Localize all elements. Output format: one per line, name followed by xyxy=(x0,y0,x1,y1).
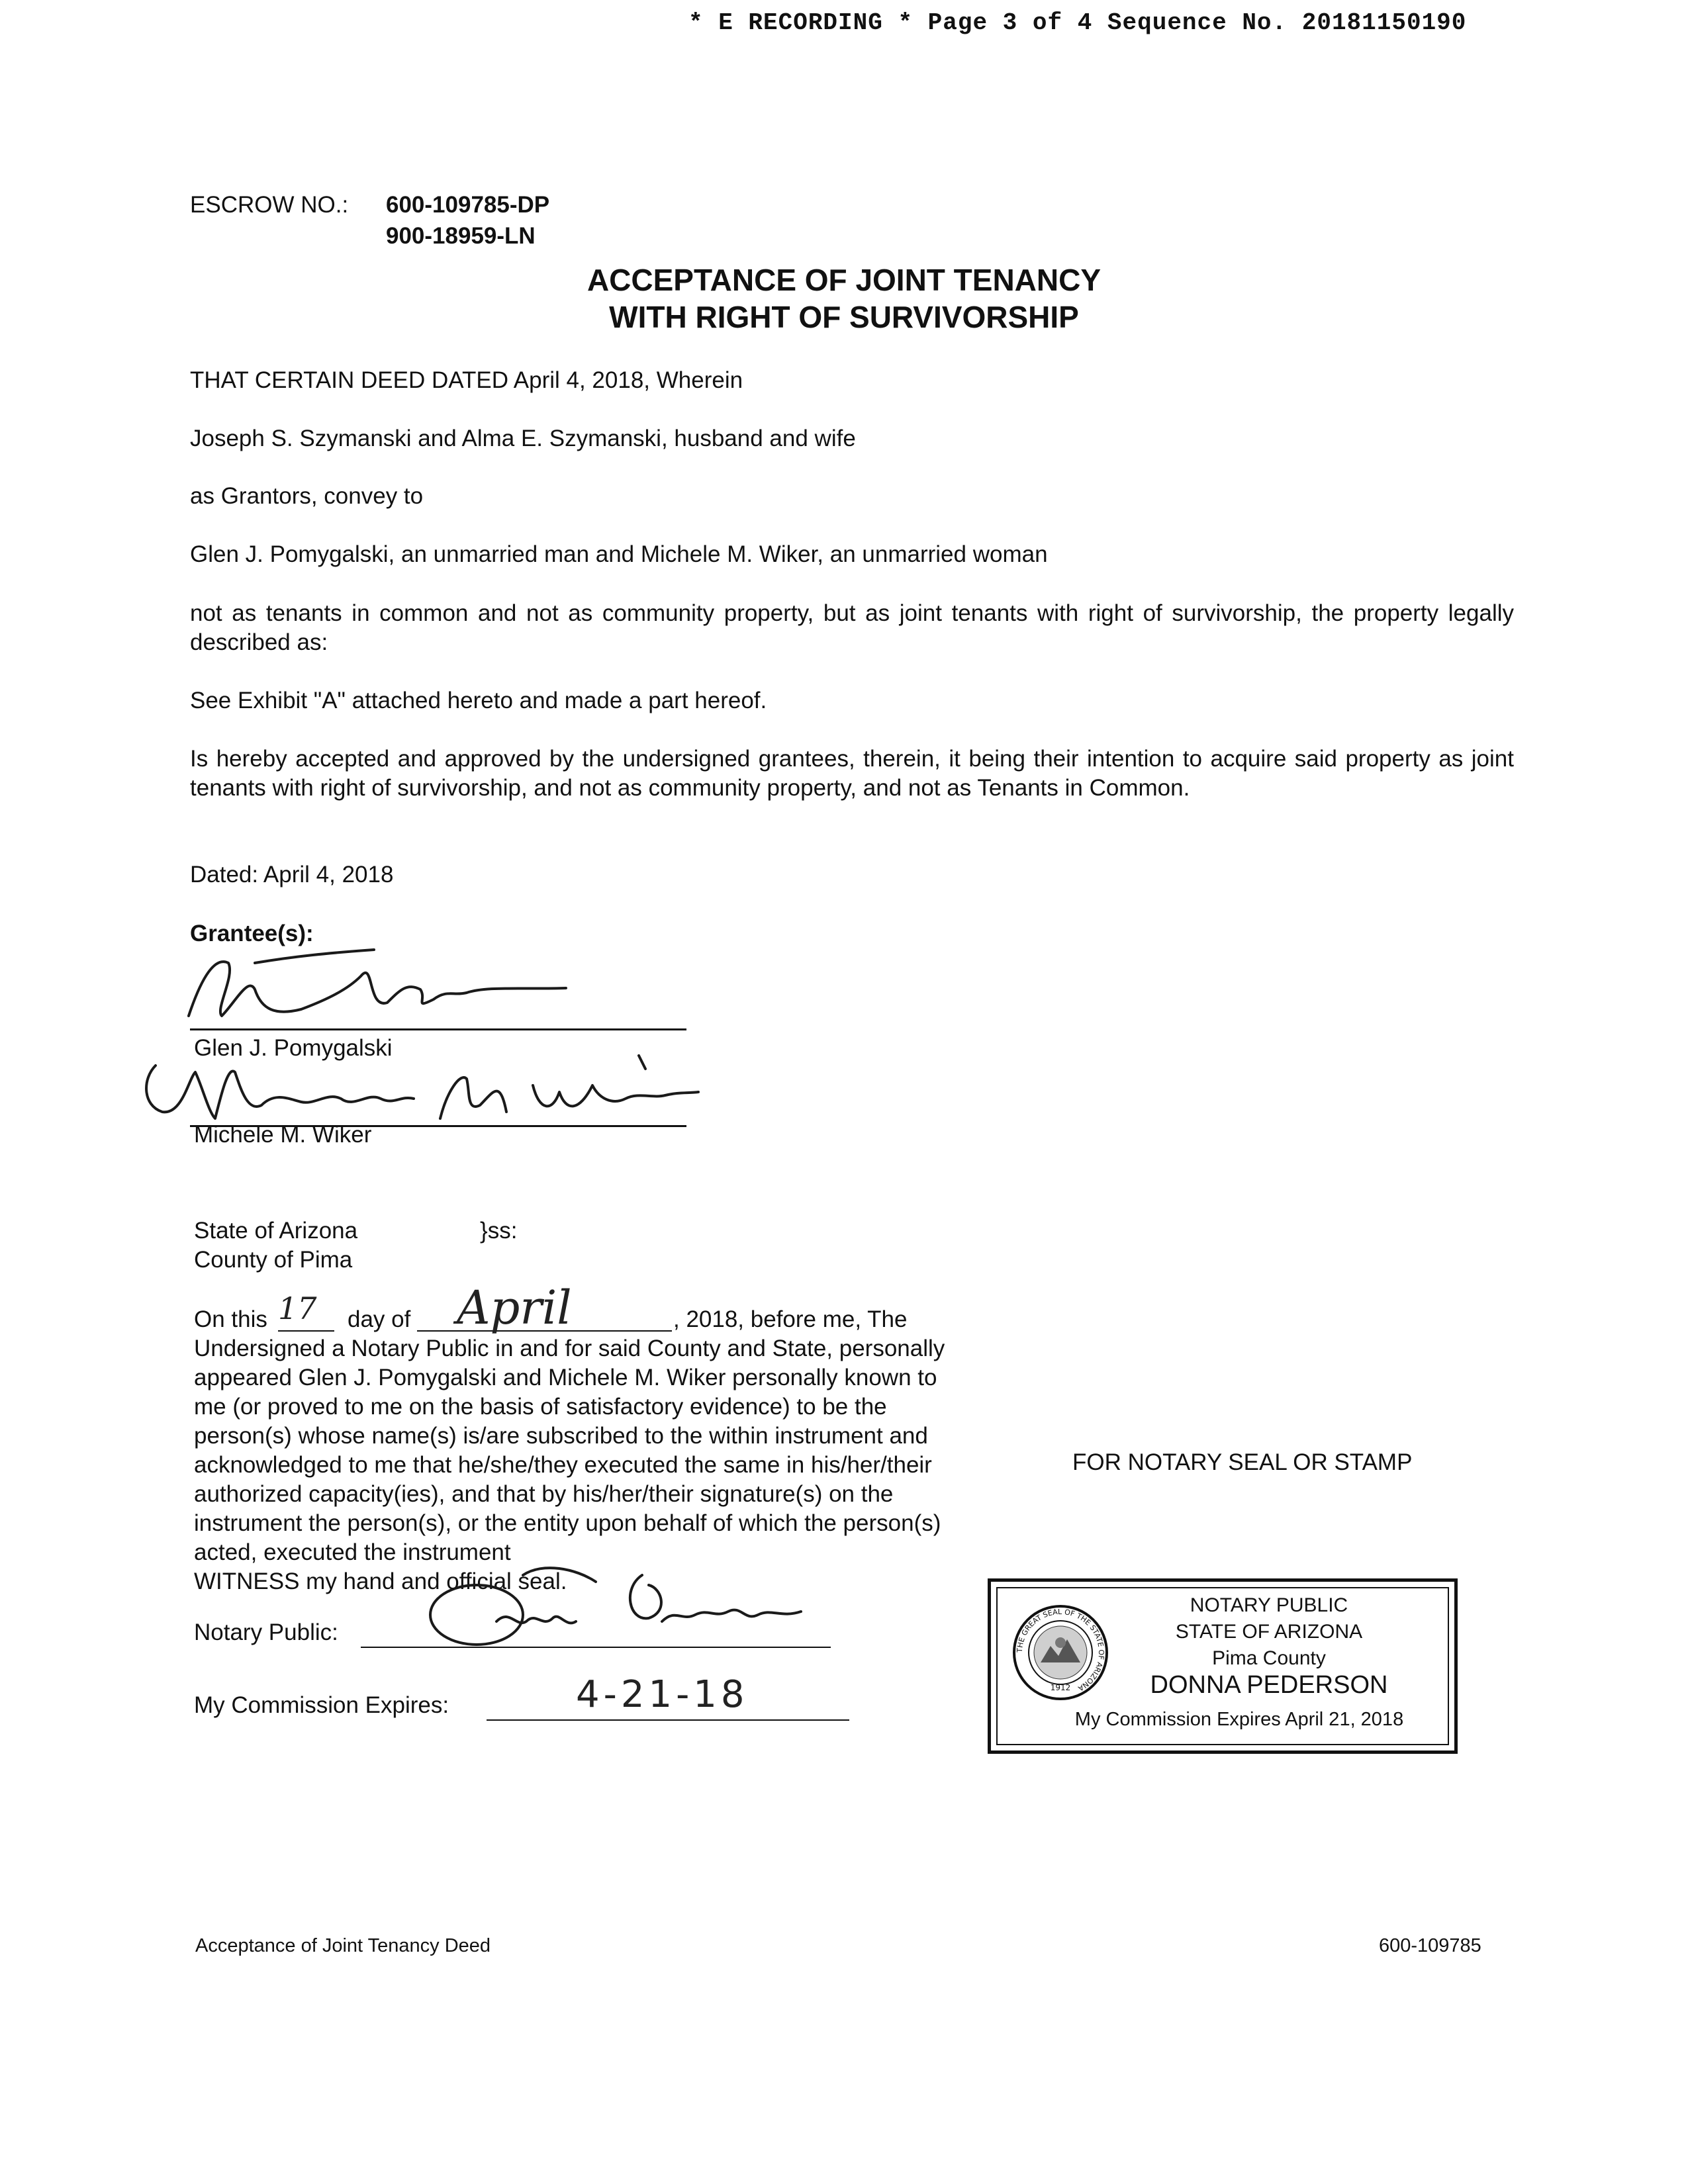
year-text: , 2018, before me, The xyxy=(673,1306,908,1332)
seal-year: 1912 xyxy=(1050,1683,1071,1692)
ack-line-7: instrument the person(s), or the entity upon behalf of which the person(s) xyxy=(194,1510,941,1536)
escrow-number-2: 900-18959-LN xyxy=(386,223,536,249)
signature-line-1 xyxy=(190,1028,686,1030)
ack-line-8: acted, executed the instrument xyxy=(194,1539,511,1565)
tenancy-paragraph: not as tenants in common and not as community property, but as joint tenants with right of survivorship, the property legally described as: xyxy=(190,600,1514,655)
notary-state: State of Arizona xyxy=(194,1218,358,1244)
commission-expires-line xyxy=(487,1719,849,1721)
dated-line: Dated: April 4, 2018 xyxy=(190,862,394,887)
footer-document-name: Acceptance of Joint Tenancy Deed xyxy=(195,1935,491,1956)
stamp-expires: My Commission Expires April 21, 2018 xyxy=(1074,1709,1404,1730)
witness-line: WITNESS my hand and official seal. xyxy=(194,1569,567,1594)
day-blank xyxy=(278,1330,334,1332)
grantee-name-1: Glen J. Pomygalski xyxy=(194,1035,393,1061)
ack-line-2: appeared Glen J. Pomygalski and Michele M. Wiker personally known to xyxy=(194,1365,937,1390)
grantees-label: Grantee(s): xyxy=(190,921,314,946)
ack-line-6: authorized capacity(ies), and that by his/her/their signature(s) on the xyxy=(194,1481,894,1507)
recording-header: * E RECORDING * Page 3 of 4 Sequence No. 20181150190 xyxy=(688,9,1467,36)
on-this-label: On this xyxy=(194,1306,267,1332)
stamp-line-2: STATE OF ARIZONA xyxy=(1175,1621,1363,1643)
notary-public-label: Notary Public: xyxy=(194,1619,338,1645)
escrow-label: ESCROW NO.: xyxy=(190,192,349,218)
acceptance-paragraph: Is hereby accepted and approved by the undersigned grantees, therein, it being their intention to acquire said property as joint tenants with right of survivorship, and not as community property, and not as Tenants in Common. xyxy=(190,746,1514,801)
grantors-line: Joseph S. Szymanski and Alma E. Szymanski, husband and wife xyxy=(190,426,856,451)
notary-county: County of Pima xyxy=(194,1247,353,1273)
document-title-line2: WITH RIGHT OF SURVIVORSHIP xyxy=(609,300,1079,334)
day-of-label: day of xyxy=(348,1306,411,1332)
month-handwritten: April xyxy=(457,1281,572,1335)
ack-line-4: person(s) whose name(s) is/are subscribed to the within instrument and xyxy=(194,1423,928,1449)
grantees-line: Glen J. Pomygalski, an unmarried man and Michele M. Wiker, an unmarried woman xyxy=(190,541,1048,567)
document-title-line1: ACCEPTANCE OF JOINT TENANCY xyxy=(586,263,1102,297)
convey-line: as Grantors, convey to xyxy=(190,483,424,509)
notary-ss: }ss: xyxy=(480,1218,518,1244)
grantee-name-2: Michele M. Wiker xyxy=(194,1122,372,1148)
seal-placeholder-label: FOR NOTARY SEAL OR STAMP xyxy=(1072,1449,1413,1475)
seal-ring-text: THE GREAT SEAL OF THE STATE OF ARIZONA xyxy=(1015,1607,1106,1693)
deed-line: THAT CERTAIN DEED DATED April 4, 2018, Wherein xyxy=(190,367,743,393)
commission-expires-label: My Commission Expires: xyxy=(194,1692,449,1718)
notary-signature xyxy=(404,1549,841,1655)
ack-line-5: acknowledged to me that he/she/they executed the same in his/her/their xyxy=(194,1452,932,1478)
stamp-line-3: Pima County xyxy=(1212,1647,1326,1669)
escrow-number-1: 600-109785-DP xyxy=(386,192,550,218)
footer-escrow-number: 600-109785 xyxy=(1379,1935,1481,1956)
ack-line-1: Undersigned a Notary Public in and for said County and State, personally xyxy=(194,1336,945,1361)
commission-expires-handwritten: 4-21-18 xyxy=(576,1673,749,1716)
notary-stamp xyxy=(988,1578,1458,1754)
day-handwritten: 17 xyxy=(278,1291,317,1326)
exhibit-line: See Exhibit "A" attached hereto and made a part hereof. xyxy=(190,688,767,713)
stamp-line-1: NOTARY PUBLIC xyxy=(1190,1594,1348,1616)
stamp-notary-name: DONNA PEDERSON xyxy=(1150,1671,1388,1699)
signature-glen xyxy=(175,936,586,1036)
ack-line-3: me (or proved to me on the basis of satisfactory evidence) to be the xyxy=(194,1394,887,1420)
